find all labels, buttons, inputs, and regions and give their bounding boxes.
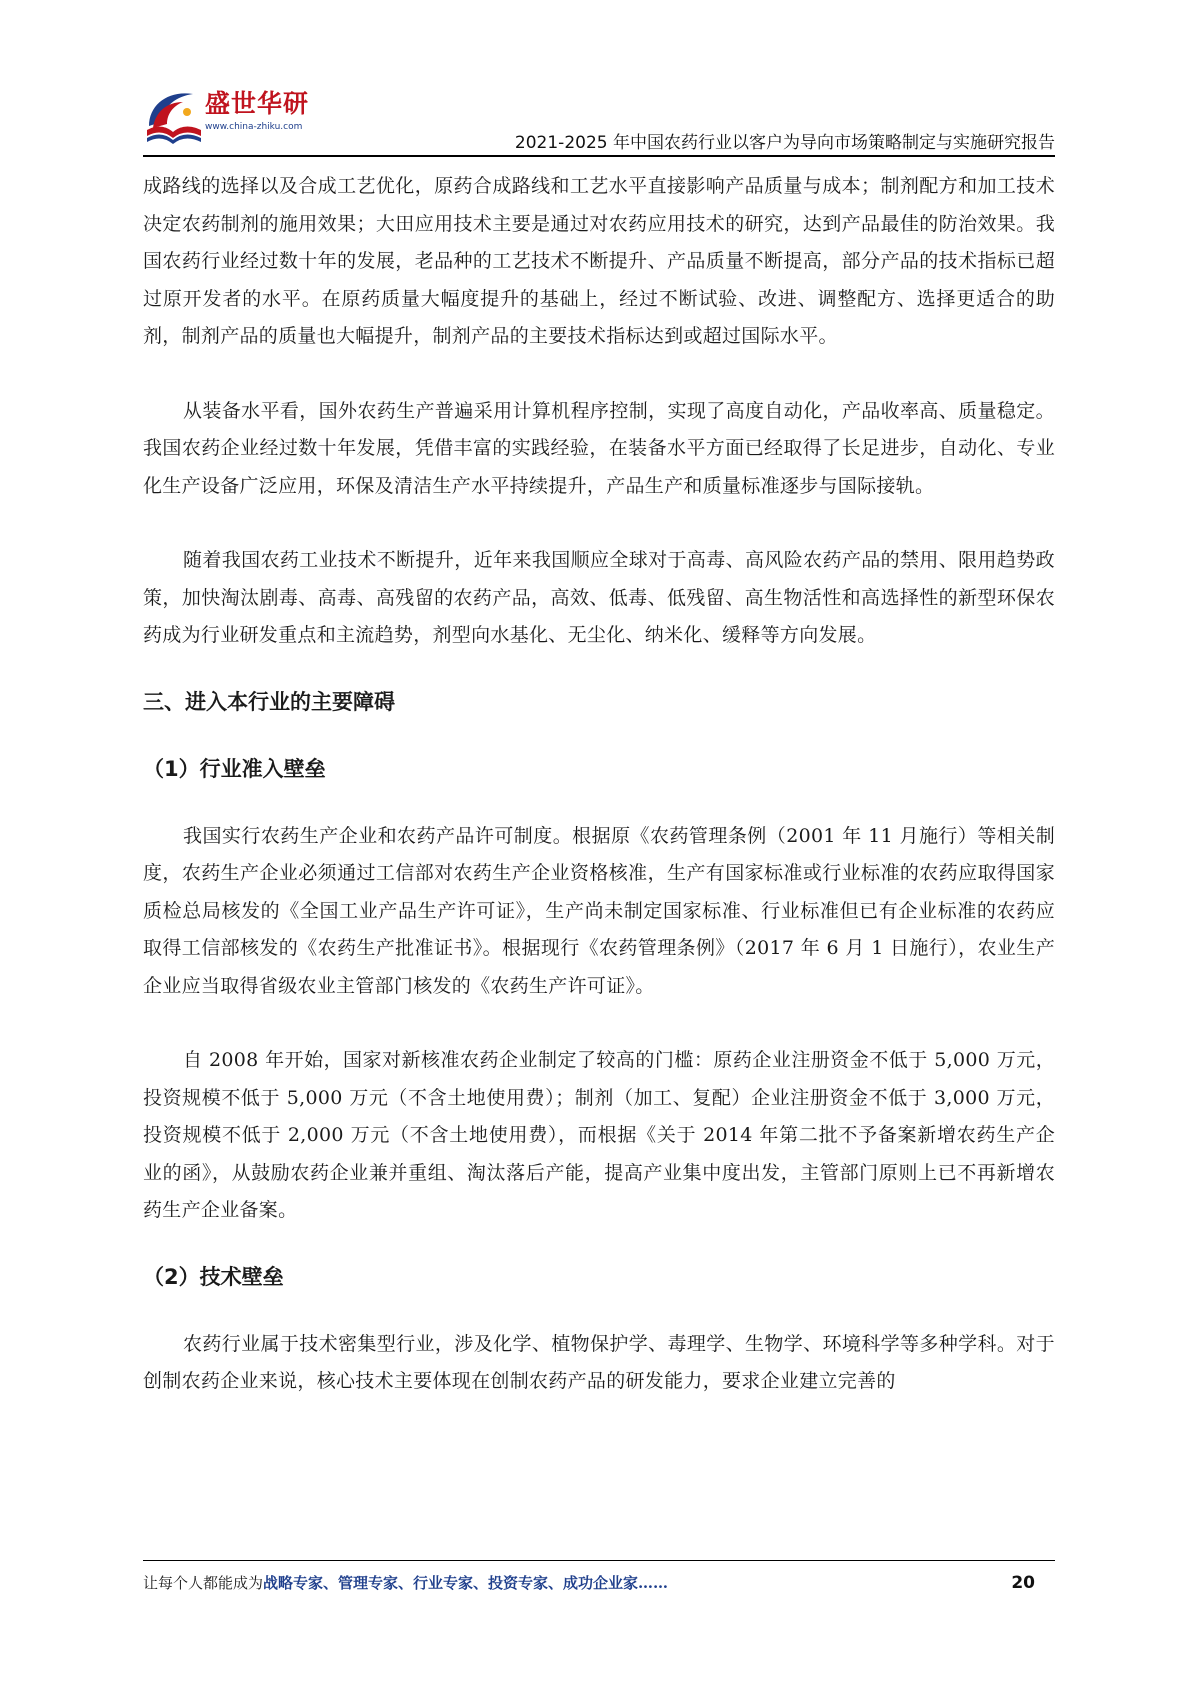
report-title: 2021-2025 年中国农药行业以客户为导向市场策略制定与实施研究报告 (514, 133, 1055, 153)
book-swoosh-icon (143, 82, 205, 146)
paragraph-spacer (143, 788, 1055, 818)
subsection-heading-technology: （2）技术壁垒 (143, 1264, 284, 1289)
footer-slogan-roles: 战略专家、管理专家、行业专家、投资专家、成功企业家…… (263, 1574, 669, 1592)
page-content (143, 168, 1055, 1401)
paragraph-threshold: 自 2008 年开始，国家对新核准农药企业制定了较高的门槛：原药企业注册资金不低于 5,000 万元，投资规模不低于 5,000 万元（不含土地使用费）；制剂（加工、复配）企业注册资金不低于 3,000 万元，投资规模不低于 2,000 万元（不含土地使用费），而根据《关于 2014 年第二批不予备案新增农药生产企业的函》，从鼓励农药企业兼并重组、淘汰落后产能，提高产业集中度出发，主管部门原则上已不再新增农药生产企业备案。 (143, 1049, 1055, 1221)
paragraph-licensing: 我国实行农药生产企业和农药产品许可制度。根据原《农药管理条例（2001 年 11 月施行）等相关制度，农药生产企业必须通过工信部对农药生产企业资格核准，生产有国家标准或行业标准的农药应取得国家质检总局核发的《全国工业产品生产许可证》，生产尚未制定国家标准、行业标准但已有企业标准的农药应取得工信部核发的《农药生产批准证书》。根据现行《农药管理条例》（2017 年 6 月 1 日施行），农业生产企业应当取得省级农业主管部门核发的《农药生产许可证》。 (143, 824, 1055, 997)
paragraph-trend: 随着我国农药工业技术不断提升，近年来我国顺应全球对于高毒、高风险农药产品的禁用、限用趋势政策，加快淘汰剧毒、高毒、高残留的农药产品，高效、低毒、低残留、高生物活性和高选择性的新型环保农药成为行业研发重点和主流趋势，剂型向水基化、无尘化、纳米化、缓释等方向发展。 (143, 549, 1055, 646)
paragraph-spacer (143, 1005, 1055, 1042)
subsection-heading-access: （1）行业准入壁垒 (143, 756, 326, 781)
paragraph-continuation: 成路线的选择以及合成工艺优化，原药合成路线和工艺水平直接影响产品质量与成本；制剂配方和加工技术决定农药制剂的施用效果；大田应用技术主要是通过对农药应用技术的研究，达到产品最佳的防治效果。我国农药行业经过数十年的发展，老品种的工艺技术不断提升、产品质量不断提高，部分产品的技术指标已超过原开发者的水平。在原药质量大幅度提升的基础上，经过不断试验、改进、调整配方、选择更适合的助剂，制剂产品的质量也大幅提升，制剂产品的主要技术指标达到或超过国际水平。 (143, 175, 1055, 347)
header-divider (143, 155, 1055, 157)
footer-divider (143, 1560, 1055, 1561)
paragraph-spacer (143, 1296, 1055, 1326)
paragraph-spacer (143, 721, 1055, 750)
paragraph-spacer (143, 655, 1055, 683)
section-heading: 三、进入本行业的主要障碍 (143, 689, 395, 714)
paragraph-technology: 农药行业属于技术密集型行业，涉及化学、植物保护学、毒理学、生物学、环境科学等多种学科。对于创制农药企业来说，核心技术主要体现在创制农药产品的研发能力，要求企业建立完善的 (143, 1332, 1055, 1392)
page-footer (143, 1568, 1055, 1598)
page-number: 20 (1011, 1573, 1035, 1593)
paragraph-equipment: 从装备水平看，国外农药生产普遍采用计算机程序控制，实现了高度自动化，产品收率高、质量稳定。我国农药企业经过数十年发展，凭借丰富的实践经验，在装备水平方面已经取得了长足进步，自动化、专业化生产设备广泛应用，环保及清洁生产水平持续提升，产品生产和质量标准逐步与国际接轨。 (143, 399, 1055, 497)
paragraph-spacer (143, 505, 1055, 542)
page-header (143, 78, 1055, 152)
paragraph-spacer (143, 356, 1055, 393)
company-logo (143, 82, 318, 146)
logo-url: www.china-zhiku.com (205, 122, 303, 132)
footer-slogan-lead: 让每个人都能成为 (143, 1574, 264, 1592)
paragraph-spacer (143, 1230, 1055, 1258)
logo-name: 盛世华研 (205, 89, 310, 118)
